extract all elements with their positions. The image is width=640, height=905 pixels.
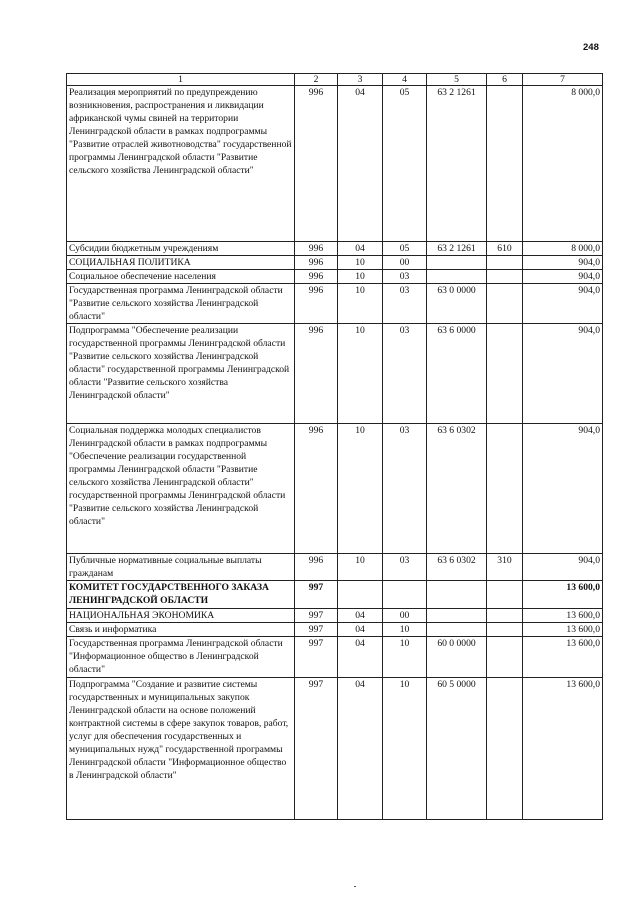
table-row xyxy=(67,242,603,256)
cell-subsection-code: 10 xyxy=(383,623,427,637)
cell-expense-type xyxy=(487,678,523,820)
cell-amount: 13 600,0 xyxy=(523,678,603,820)
cell-section-code: 10 xyxy=(338,324,383,424)
row-description: КОМИТЕТ ГОСУДАРСТВЕННОГО ЗАКАЗА ЛЕНИНГРАДСКОЙ ОБЛАСТИ xyxy=(67,581,295,609)
cell-expense-type xyxy=(487,637,523,678)
cell-amount: 13 600,0 xyxy=(523,623,603,637)
cell-ministry-code: 996 xyxy=(295,424,338,554)
row-description: Связь и информатика xyxy=(67,623,295,637)
cell-target-article: 63 0 0000 xyxy=(427,284,487,324)
column-header: 3 xyxy=(338,74,383,86)
cell-subsection-code xyxy=(383,581,427,609)
cell-target-article xyxy=(427,270,487,284)
cell-ministry-code: 997 xyxy=(295,623,338,637)
cell-expense-type xyxy=(487,256,523,270)
cell-expense-type xyxy=(487,609,523,623)
table-row xyxy=(67,86,603,242)
cell-subsection-code: 03 xyxy=(383,270,427,284)
cell-ministry-code: 996 xyxy=(295,554,338,581)
cell-section-code: 10 xyxy=(338,554,383,581)
cell-subsection-code: 10 xyxy=(383,637,427,678)
table-header-row xyxy=(67,74,603,86)
cell-expense-type xyxy=(487,270,523,284)
cell-target-article: 63 6 0302 xyxy=(427,554,487,581)
row-description: Субсидии бюджетным учреждениям xyxy=(67,242,295,256)
cell-subsection-code: 10 xyxy=(383,678,427,820)
row-description: НАЦИОНАЛЬНАЯ ЭКОНОМИКА xyxy=(67,609,295,623)
cell-subsection-code: 03 xyxy=(383,284,427,324)
cell-section-code: 04 xyxy=(338,637,383,678)
table-row xyxy=(67,284,603,324)
cell-target-article: 60 0 0000 xyxy=(427,637,487,678)
cell-ministry-code: 996 xyxy=(295,242,338,256)
cell-subsection-code: 03 xyxy=(383,424,427,554)
row-description: Социальное обеспечение населения xyxy=(67,270,295,284)
table-row xyxy=(67,324,603,424)
cell-section-code: 04 xyxy=(338,678,383,820)
budget-table xyxy=(66,73,603,820)
table-row xyxy=(67,637,603,678)
table-row xyxy=(67,270,603,284)
table-row xyxy=(67,623,603,637)
row-description: СОЦИАЛЬНАЯ ПОЛИТИКА xyxy=(67,256,295,270)
cell-ministry-code: 996 xyxy=(295,270,338,284)
cell-amount: 13 600,0 xyxy=(523,581,603,609)
cell-ministry-code: 996 xyxy=(295,86,338,242)
column-header: 2 xyxy=(295,74,338,86)
cell-section-code: 10 xyxy=(338,270,383,284)
cell-amount: 904,0 xyxy=(523,284,603,324)
table-row xyxy=(67,581,603,609)
cell-amount: 904,0 xyxy=(523,256,603,270)
cell-section-code: 04 xyxy=(338,86,383,242)
row-description: Публичные нормативные социальные выплаты гражданам xyxy=(67,554,295,581)
cell-amount: 13 600,0 xyxy=(523,637,603,678)
cell-subsection-code: 03 xyxy=(383,554,427,581)
cell-amount: 904,0 xyxy=(523,554,603,581)
cell-section-code: 10 xyxy=(338,424,383,554)
cell-amount: 904,0 xyxy=(523,424,603,554)
column-header: 4 xyxy=(383,74,427,86)
cell-ministry-code: 997 xyxy=(295,609,338,623)
table-row xyxy=(67,554,603,581)
row-description: Государственная программа Ленинградской области "Развитие сельского хозяйства Ленинградской области" xyxy=(67,284,295,324)
cell-section-code: 10 xyxy=(338,256,383,270)
cell-ministry-code: 997 xyxy=(295,637,338,678)
cell-section-code: 04 xyxy=(338,623,383,637)
row-description: Подпрограмма "Обеспечение реализации государственной программы Ленинградской области "Развитие сельского хозяйства Ленинградской области" государственной программы Ленинградской области "Развитие сельского хозяйства Ленинградской области" xyxy=(67,324,295,424)
cell-subsection-code: 05 xyxy=(383,242,427,256)
cell-ministry-code: 996 xyxy=(295,256,338,270)
cell-target-article: 63 6 0302 xyxy=(427,424,487,554)
cell-target-article: 63 6 0000 xyxy=(427,324,487,424)
cell-section-code xyxy=(338,581,383,609)
table-row xyxy=(67,678,603,820)
cell-amount: 904,0 xyxy=(523,270,603,284)
cell-expense-type xyxy=(487,284,523,324)
cell-expense-type xyxy=(487,581,523,609)
cell-amount: 8 000,0 xyxy=(523,242,603,256)
cell-expense-type xyxy=(487,424,523,554)
page-number: 248 xyxy=(583,42,599,53)
cell-target-article: 60 5 0000 xyxy=(427,678,487,820)
cell-ministry-code: 997 xyxy=(295,581,338,609)
row-description: Подпрограмма "Создание и развитие системы государственных и муниципальных закупок Ленинградской области на основе положений контрактной системы в сфере закупок товаров, работ, услуг для обеспечения государственных и муниципальных нужд" государственной программы Ленинградской области "Информационное общество в Ленинградской области" xyxy=(67,678,295,820)
cell-ministry-code: 996 xyxy=(295,284,338,324)
cell-ministry-code: 997 xyxy=(295,678,338,820)
cell-section-code: 04 xyxy=(338,242,383,256)
row-description: Государственная программа Ленинградской области "Информационное общество в Ленинградской области" xyxy=(67,637,295,678)
cell-expense-type xyxy=(487,86,523,242)
column-header: 5 xyxy=(427,74,487,86)
cell-subsection-code: 05 xyxy=(383,86,427,242)
scan-artifact-dot xyxy=(354,886,356,887)
table-row xyxy=(67,424,603,554)
cell-subsection-code: 03 xyxy=(383,324,427,424)
cell-subsection-code: 00 xyxy=(383,256,427,270)
cell-expense-type: 610 xyxy=(487,242,523,256)
row-description: Реализация мероприятий по предупреждению возникновения, распространения и ликвидации африканской чумы свиней на территории Ленинградской области в рамках подпрограммы "Развитие отраслей животноводства" государственной программы Ленинградской области "Развитие сельского хозяйства Ленинградской области" xyxy=(67,86,295,242)
cell-expense-type xyxy=(487,623,523,637)
cell-subsection-code: 00 xyxy=(383,609,427,623)
cell-ministry-code: 996 xyxy=(295,324,338,424)
cell-expense-type xyxy=(487,324,523,424)
cell-expense-type: 310 xyxy=(487,554,523,581)
cell-target-article xyxy=(427,623,487,637)
cell-target-article xyxy=(427,609,487,623)
table-row xyxy=(67,256,603,270)
cell-target-article: 63 2 1261 xyxy=(427,242,487,256)
cell-amount: 904,0 xyxy=(523,324,603,424)
cell-target-article: 63 2 1261 xyxy=(427,86,487,242)
cell-target-article xyxy=(427,256,487,270)
cell-section-code: 04 xyxy=(338,609,383,623)
cell-amount: 13 600,0 xyxy=(523,609,603,623)
row-description: Социальная поддержка молодых специалистов Ленинградской области в рамках подпрограммы "Обеспечение реализации государственной программы Ленинградской области "Развитие сельского хозяйства Ленинградской области" государственной программы Ленинградской области "Развитие сельского хозяйства Ленинградской области" xyxy=(67,424,295,554)
column-header: 6 xyxy=(487,74,523,86)
column-header: 1 xyxy=(67,74,295,86)
column-header: 7 xyxy=(523,74,603,86)
table-row xyxy=(67,609,603,623)
cell-target-article xyxy=(427,581,487,609)
cell-amount: 8 000,0 xyxy=(523,86,603,242)
cell-section-code: 10 xyxy=(338,284,383,324)
